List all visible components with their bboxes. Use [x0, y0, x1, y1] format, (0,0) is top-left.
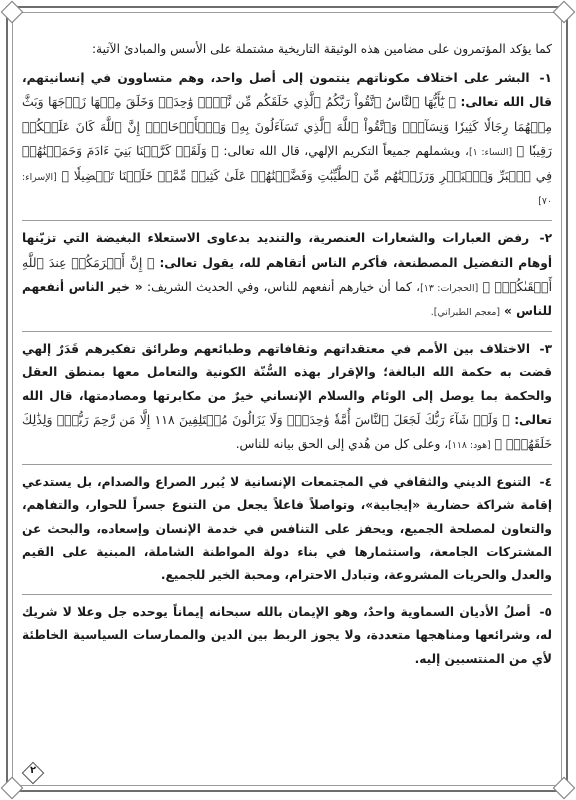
principle-text: التنوع الديني والثقافي في المجتمعات الإنسانية لا يُبرر الصراع والصدام، بل يستدعي إقامة شراكة حضارية «إيجابية»، وتواصلاً فاعلاً يجعل من التنوع جسراً للحوار، والتفاهم، والتعاون لمصلحة الجميع، ويحفز على التنافس في خدمة الإنسان وإسعاده، والبحث عن المشتركات الجامعة، واستثمارها في بناء دولة المواطنة الشاملة، المبنية على القيم والعدل والحريات المشروعة، وتبادل الاحترام، ومحبة الخير للجميع.	[22, 475, 552, 583]
verse-reference: [النساء: ١]	[468, 146, 513, 158]
quran-verse: ﴿ وَلَقَدۡ كَرَّمۡنَا بَنِيٓ ءَادَمَ وَحَمَلۡنَٰهُمۡ فِي ٱلۡبَرِّ وَٱلۡبَحۡرِ وَرَزَقۡنَٰهُم مِّنَ ٱلطَّيِّبَٰتِ وَفَضَّلۡنَٰهُمۡ عَلَىٰ كَثِيرٖ مِّمَّنۡ خَلَقۡنَا تَفۡضِيلٗا ﴾	[22, 142, 553, 184]
principle-text: الاختلاف بين الأمم في معتقداتهم وثقافاتهم وطبائعهم وطرائق تفكيرهم قَدَرٌ إلهي قضت به حكمة الله البالغة؛ والإقرار بهذه السُّنّة الكونية والتعامل معها بمنطق العقل والحكمة بما يوصل إلى الوئام والسلام الإنساني خيرٌ من مكابرتها ومصادمتها، قال الله تعالى:	[22, 342, 552, 427]
hadith-reference: [معجم الطبراني].	[430, 307, 501, 319]
principle-1	[22, 67, 552, 213]
verse-reference: [هود: ١١٨]	[448, 440, 491, 452]
principle-2	[22, 227, 552, 324]
quran-verse: ﴿ وَلَوۡ شَآءَ رَبُّكَ لَجَعَلَ ٱلنَّاسَ أُمَّةٗ وَٰحِدَةٗۖ وَلَا يَزَالُونَ مُخۡتَلِفِينَ ١١٨ إِلَّا مَن رَّحِمَ رَبُّكَۚ وَلِذَٰلِكَ خَلَقَهُمۡۗ ﴾	[22, 411, 552, 452]
principle-number: ١-	[539, 71, 552, 86]
principle-4	[22, 471, 552, 587]
page-number: ٢	[29, 765, 37, 776]
principle-text: ، كما أن خيارهم أنفعهم للناس، وفي الحديث الشريف:	[146, 279, 421, 294]
principle-text: رفض العبارات والشعارات العنصرية، والتنديد بدعاوى الاستعلاء البغيضة التي تزيّنها أوهام التفضيل المصطنعة، فأكرم الناس أتقاهم لله، يقول تعالى:	[22, 231, 553, 270]
divider	[22, 594, 552, 595]
document-body	[22, 38, 552, 758]
divider	[22, 220, 552, 221]
principle-number: ٢-	[539, 231, 553, 246]
principle-number: ٣-	[539, 342, 553, 357]
principle-text: ، ويشملهم جميعاً التكريم الإلهي، قال الله تعالى:	[223, 143, 469, 158]
intro-paragraph: كما يؤكد المؤتمرون على مضامين هذه الوثيقة التاريخية مشتملة على الأسس والمبادئ الآتية:	[91, 42, 552, 56]
principle-5	[22, 601, 552, 671]
verse-reference: [الحجرات: ١٣]	[420, 282, 479, 294]
principle-text: أصلُ الأديان السماوية واحدٌ، وهو الإيمان بالله سبحانه إيماناً يوحده جل وعلا لا شريك له، وشرائعها ومناهجها متعددة، ولا يجوز الربط بين الدين والممارسات السياسية الخاطئة لأي من المنتسبين إليه.	[22, 605, 552, 666]
principle-3	[22, 338, 552, 457]
divider	[22, 464, 552, 465]
verse-reference: [الإسراء: ٧٠]	[22, 172, 552, 208]
principle-text: ، وعلى كل من هُدي إلى الحق بيانه للناس.	[235, 437, 449, 452]
principle-text: البشر على اختلاف مكوناتهم ينتمون إلى أصل واحد، وهم متساوون في إنسانيتهم، قال الله تعالى:	[22, 71, 552, 110]
principle-number: ٤-	[539, 475, 553, 490]
divider	[22, 331, 552, 332]
page-number-badge	[22, 762, 44, 784]
principle-number: ٥-	[539, 605, 552, 620]
quran-verse: ﴿ إِنَّ أَكۡرَمَكُمۡ عِندَ ٱللَّهِ أَتۡقَىٰكُمۡۚ ﴾	[22, 254, 553, 294]
quran-verse: ﴿ يَٰٓأَيُّهَا ٱلنَّاسُ ٱتَّقُواْ رَبَّكُمُ ٱلَّذِي خَلَقَكُم مِّن نَّفۡسٖ وَٰحِدَةٖ وَخَلَقَ مِنۡهَا زَوۡجَهَا وَبَثَّ مِنۡهُمَا رِجَالٗا كَثِيرٗا وَنِسَآءٗۚ وَٱتَّقُواْ ٱللَّهَ ٱلَّذِي تَسَآءَلُونَ بِهِۦ وَٱلۡأَرۡحَامَۚ إِنَّ ٱللَّهَ كَانَ عَلَيۡكُمۡ رَقِيبٗا ﴾	[22, 94, 552, 158]
hadith-quote: « خير الناس أنفعهم للناس »	[22, 279, 552, 319]
